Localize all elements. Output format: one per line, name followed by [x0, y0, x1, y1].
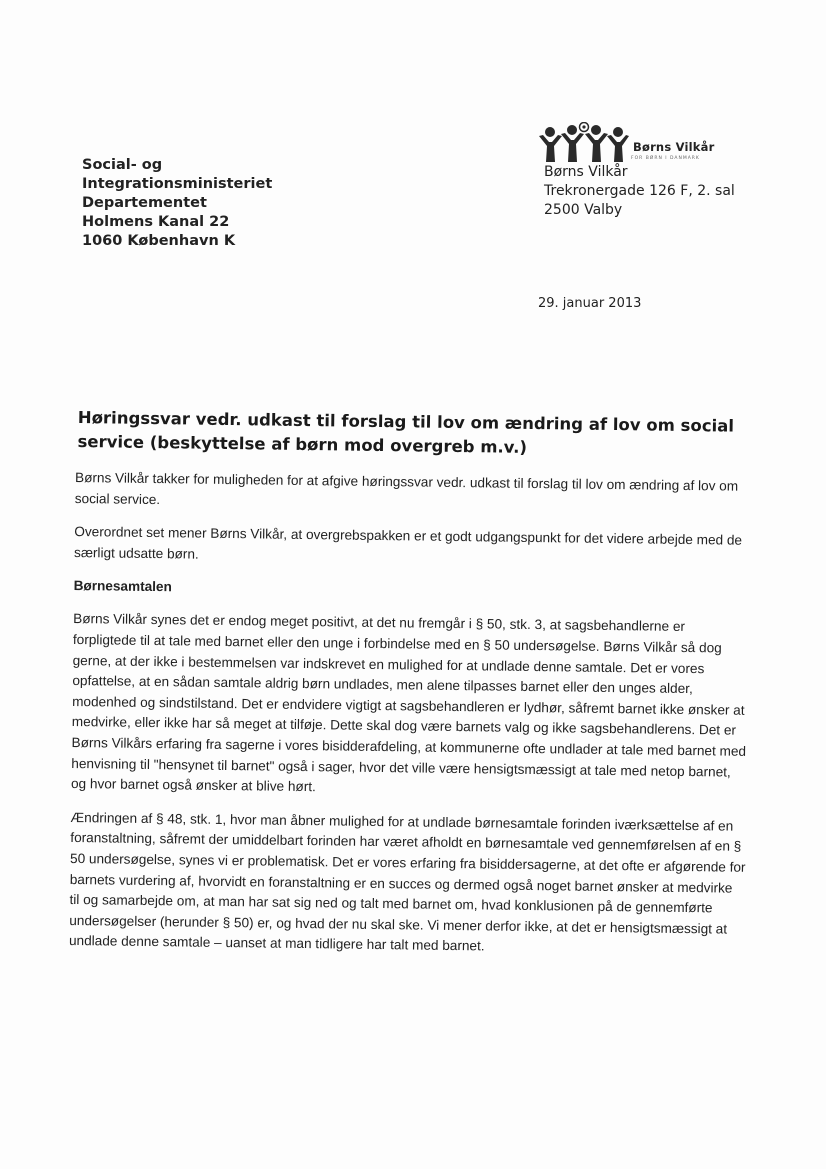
logo-figures-icon: [538, 122, 630, 164]
sender-line: 2500 Valby: [544, 202, 623, 218]
body-paragraph: Børns Vilkår synes det er endog meget positivt, at det nu fremgår i § 50, stk. 3, at sagsbehandlerne er forpligtede til at tale med barnet eller den unge i forbindelse med en § 50 undersøgelse. Børns Vilkår så dog gerne, at der ikke i bestemmelsen var indskrevet en mulighed for at undlade denne samtale. Det er vores opfattelse, at en sådan samtale aldrig børn undlades, men alene tilpasses barnet eller den unges alder, modenhed og sindstilstand. Det er endvidere vigtigt at sagsbehandleren er lydhør, såfremt barnet ikke ønsker at medvirke, eller ikke har så meget at tilføje. Dette skal dog være barnets valg og ikke sagsbehandlerens. Det er Børns Vilkårs erfaring fra sagerne i vores bisidderafdeling, at kommunerne ofte undlader at tale med barnet med henvisning til "hensynet til barnet" også i sager, hvor det ville være hensigtsmæssigt at tale med netop barnet, og hvor barnet også ønsker at blive hørt.: [70, 611, 747, 795]
sender-address: [544, 163, 735, 220]
recipient-address: [82, 156, 272, 251]
letter-title: Høringssvar vedr. udkast til forslag til lov om ændring af lov om social service (beskyttelse af børn mod overgreb m.v.): [77, 408, 735, 457]
logo-name: Børns Vilkår: [633, 140, 715, 154]
sender-line: Trekronergade 126 F, 2. sal: [544, 183, 735, 199]
letter-body: [69, 406, 752, 974]
recipient-line: Integrationsministeriet: [82, 176, 273, 192]
logo-tagline: FOR BØRN I DANMARK: [631, 156, 700, 161]
recipient-line: Social- og: [82, 157, 163, 173]
recipient-line: Departementet: [82, 195, 207, 211]
borns-vilkar-logo: [538, 122, 728, 164]
overall-paragraph: Overordnet set mener Børns Vilkår, at overgrebspakken er et godt udgangspunkt for det videre arbejde med de særligt udsatte børn.: [73, 524, 743, 562]
sender-line: Børns Vilkår: [544, 164, 628, 180]
body-paragraph: Ændringen af § 48, stk. 1, hvor man åbner mulighed for at undlade børnesamtale forinden iværksættelse af en foranstaltning, såfremt der umiddelbart forinden har været afholdt en børnesamtale ved gennemførelsen af en § 50 undersøgelse, synes vi er problematisk. Det er vores erfaring fra bisiddersagerne, at det ofte er afgørende for barnets vurdering af, hvorvidt en foranstaltning er en succes og dermed også noget barnet ønsker at medvirke til og samarbejde om, at man har sat sig ned og talt med barnet om, hvad konklusionen på de gennemførte undersøgelser (herunder § 50) er, og hvad der nu skal ske. Vi mener derfor ikke, at det er hensigtsmæssigt at undlade denne samtale – uanset at man tidligere har talt med barnet.: [68, 809, 746, 954]
letter-date: 29. januar 2013: [538, 296, 642, 311]
section-heading: Børnesamtalen: [73, 578, 172, 595]
recipient-line: 1060 København K: [82, 233, 236, 249]
intro-paragraph: Børns Vilkår takker for muligheden for at afgive høringssvar vedr. udkast til forslag til lov om ændring af lov om social service.: [74, 469, 739, 507]
recipient-line: Holmens Kanal 22: [82, 214, 230, 230]
